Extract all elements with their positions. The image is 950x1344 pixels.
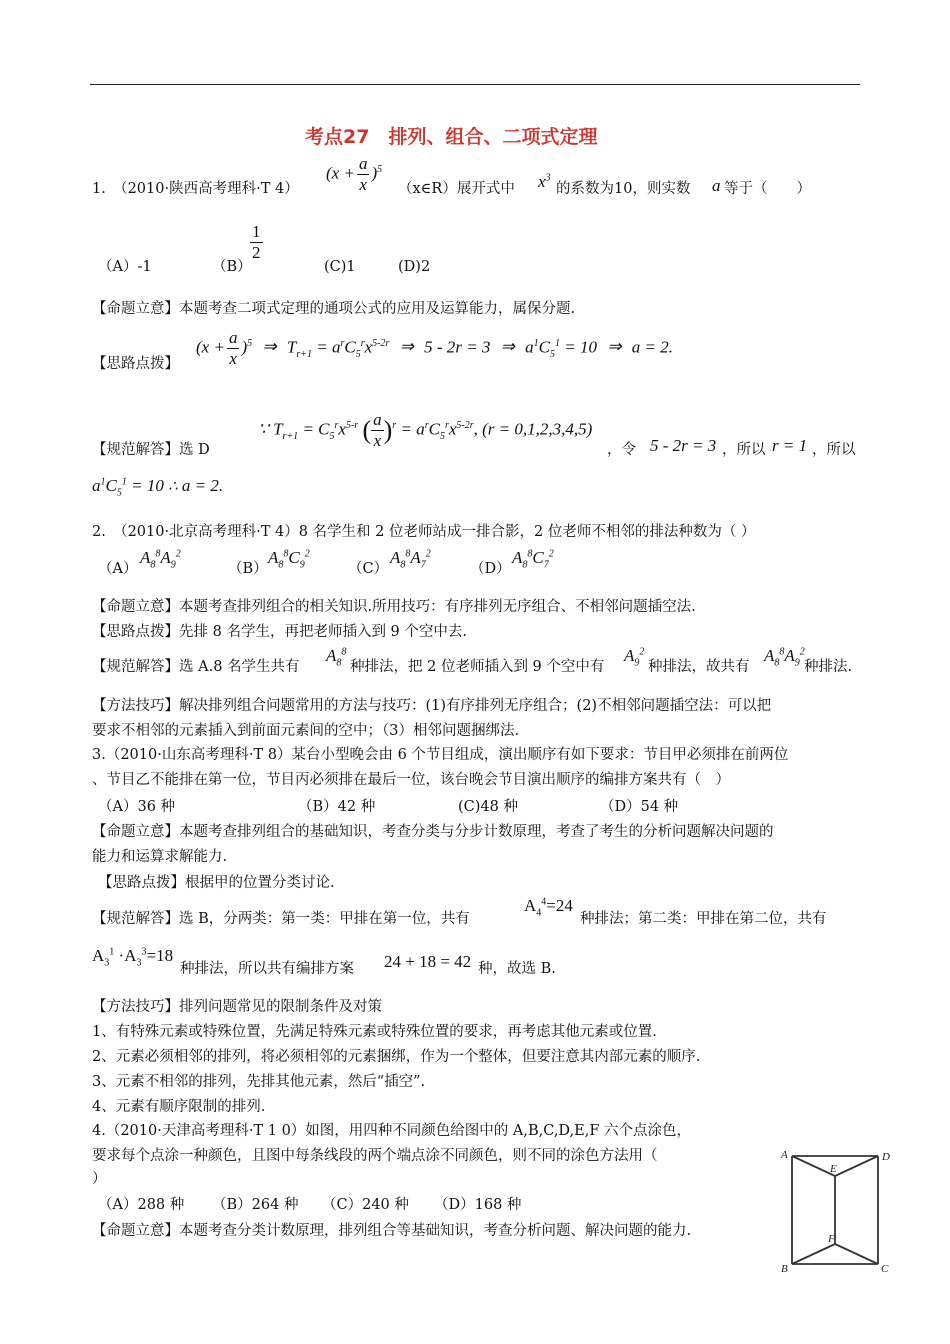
q4-option-a: （A）288 种 [98, 1197, 185, 1213]
q1-answer-eq1: 5 - 2r = 3 [650, 436, 717, 455]
q2-answer-a: 【规范解答】选 A.8 名学生共有 [92, 659, 300, 675]
q1-option-d: (D)2 [398, 259, 431, 275]
q3-method-item: 3、元素不相邻的排列，先排其他元素，然后“插空”. [92, 1074, 426, 1090]
q2-answer-math-1: $A_8^8$ [326, 646, 347, 669]
page-title: 考点27 排列、组合、二项式定理 [305, 126, 598, 148]
q1-intent-text: 本题考查二项式定理的通项公式的应用及运算能力，属保分题. [179, 301, 576, 317]
q2-option-a-math: $A_8^8A_9^2$ [140, 548, 181, 571]
q3-answer-math-1: $A_4^4=24$ [524, 896, 573, 919]
q3-stem-line-2: 、节目乙不能排在第一位，节目丙必须排在最后一位，该台晚会节目演出顺序的编排方案共有（ ） [92, 772, 730, 788]
q3-stem-line-1: 3.（2010·山东高考理科·T 8）某台小型晚会由 6 个节目组成，演出顺序有如下要求：节目甲必须排在前两位 [92, 747, 789, 763]
q3-answer-c: 种排法，所以共有编排方案 [180, 961, 354, 977]
q1-intent-label: 【命题立意】 [92, 301, 179, 317]
q1-expression: (x + $\frac{a}{x}$ )$^5$ [326, 154, 383, 194]
q3-method-item: 2、元素必须相邻的排列，将必须相邻的元素捆绑，作为一个整体，但要注意其内部元素的顺序. [92, 1049, 701, 1065]
q1-answer-math: ∵ $T_{r+1} = C_5^rx^{5-r}$ ( $\frac{a}{x}$ )$^r = a^rC_5^rx^{5-2r}$, (r = 0,1,2,3,4,5) [258, 410, 593, 450]
q2-method-line-1: 【方法技巧】解决排列组合问题常用的方法与技巧：(1)有序排列无序组合；(2)不相邻问题插空法：可以把 [92, 698, 772, 714]
q4-stem-line-1: 4.（2010·天津高考理科·T 1 0）如图，用四种不同颜色给图中的 A,B,C,D,E,F 六个点涂色， [92, 1123, 692, 1139]
q2-answer-math-3: $A_8^8A_9^2$ [764, 646, 805, 669]
q4-edge-de [835, 1156, 878, 1176]
q4-figure [775, 1140, 895, 1275]
q1-hint-label: 【思路点拨】 [92, 356, 179, 372]
q1-answer-text: 选 D [179, 442, 210, 458]
q4-label-f: F [828, 1233, 835, 1245]
q1-option-c: (C)1 [324, 259, 356, 275]
top-rule [90, 84, 860, 85]
q1-answer-eq2: r = 1 [772, 436, 808, 455]
q4-option-c: （C）240 种 [322, 1197, 409, 1213]
q1-intent [92, 300, 575, 318]
q3-answer-math-2: $A_3^1 \cdot A_3^3=18$ [92, 946, 174, 969]
q3-answer-math-3: 24 + 18 = 42 [384, 952, 472, 971]
q2-answer-b: 种排法，把 2 位老师插入到 9 个空中有 [350, 659, 605, 675]
q3-hint: 【思路点拨】根据甲的位置分类讨论. [98, 875, 335, 891]
q4-label-e: E [830, 1163, 837, 1175]
q4-intent: 【命题立意】本题考查分类计数原理，排列组合等基础知识，考查分析问题、解决问题的能力. [92, 1223, 692, 1239]
q4-option-d: （D）168 种 [434, 1197, 522, 1213]
q1-option-b-fraction: $\frac{1}{2}$ [252, 222, 261, 262]
q4-edge-fc [835, 1244, 878, 1264]
q1-answer-mid2: ，所以 [722, 442, 766, 458]
q3-option-d: （D）54 种 [600, 799, 679, 815]
q4-option-b: （B）264 种 [212, 1197, 299, 1213]
q1-stem-number: 1. （2010·陕西高考理科·T 4） [92, 181, 299, 197]
q4-label-c: C [881, 1263, 889, 1275]
q2-hint: 【思路点拨】先排 8 名学生，再把老师插入到 9 个空中去. [92, 624, 467, 640]
q2-option-c-math: $A_8^8A_7^2$ [390, 548, 431, 571]
q3-answer-b: 种排法；第二类：甲排在第二位，共有 [580, 911, 827, 927]
q2-option-d: （D） [470, 561, 511, 577]
q3-method-item: 1、有特殊元素或特殊位置，先满足特殊元素或特殊位置的要求，再考虑其他元素或位置. [92, 1024, 657, 1040]
q2-method-line-2: 要求不相邻的元素插入到前面元素间的空中；（3）相邻问题捆绑法. [92, 723, 520, 739]
q2-stem: 2. （2010·北京高考理科·T 4）8 名学生和 2 位老师站成一排合影，2 位老师不相邻的排法种数为（ ） [92, 524, 756, 540]
q4-stem-line-2: 要求每个点涂一种颜色，且图中每条线段的两个端点涂不同颜色，则不同的涂色方法用（ [92, 1148, 658, 1164]
q1-stem-mid: 的系数为10，则实数 [556, 181, 691, 197]
q3-option-b: （B）42 种 [298, 799, 376, 815]
q2-option-d-math: $A_8^8C_7^2$ [512, 548, 554, 571]
q3-intent-line-2: 能力和运算求解能力. [92, 849, 228, 865]
q4-edge-fb [792, 1244, 835, 1264]
q3-method-item: 4、元素有顺序限制的排列. [92, 1099, 266, 1115]
q2-answer-d: 种排法. [804, 659, 853, 675]
q1-hint-math: (x + $\frac{a}{x}$ )$^5$ ⇒ $T_{r+1} = a^rC_5^rx^{5-2r}$ ⇒ 5 - 2r = 3 ⇒ $a^1C_5^1 = 10$ ⇒ a = 2. [196, 328, 673, 368]
q2-option-b-math: $A_8^8C_9^2$ [268, 548, 310, 571]
q1-option-b: （B） [212, 259, 252, 275]
q1-option-a: （A）-1 [98, 259, 152, 275]
q3-option-a: （A）36 种 [98, 799, 176, 815]
q4-edge-ae [792, 1156, 835, 1176]
q3-method-title: 【方法技巧】排列问题常见的限制条件及对策 [92, 999, 382, 1015]
q1-answer-mid1: ，令 [607, 442, 636, 458]
q2-answer-math-2: $A_9^2$ [624, 646, 645, 669]
q4-label-a: A [781, 1149, 788, 1161]
q2-answer-c: 种排法，故共有 [648, 659, 750, 675]
q2-option-b: （B） [228, 561, 268, 577]
q1-stem-end: 等于（ ） [724, 181, 811, 197]
q1-answer [92, 441, 210, 459]
q1-answer-mid3: ，所以 [812, 442, 856, 458]
q4-label-b: B [781, 1263, 788, 1275]
q2-option-c: （C） [348, 561, 389, 577]
q3-intent-line-1: 【命题立意】本题考查排列组合的基础知识，考查分类与分步计数原理，考查了考生的分析问题解决问题的 [92, 824, 774, 840]
q1-answer-label: 【规范解答】 [92, 442, 179, 458]
q1-x-cubed: $x^3$ [538, 172, 551, 191]
q1-stem-condition: （x∈R）展开式中 [398, 181, 515, 197]
q1-var-a: a [712, 176, 721, 195]
q4-label-d: D [882, 1151, 890, 1163]
q1-answer-final: $a^1C_5^1 = 10$ ∴ a = 2. [92, 476, 224, 499]
q2-intent: 【命题立意】本题考查排列组合的相关知识.所用技巧：有序排列无序组合、不相邻问题插空法. [92, 599, 696, 615]
q3-option-c: (C)48 种 [458, 799, 518, 815]
q2-option-a: （A） [98, 561, 138, 577]
q4-stem-line-3: ） [92, 1171, 107, 1187]
q3-answer-d: 种，故选 B. [478, 961, 556, 977]
q3-answer-a: 【规范解答】选 B，分两类：第一类：甲排在第一位，共有 [92, 911, 470, 927]
